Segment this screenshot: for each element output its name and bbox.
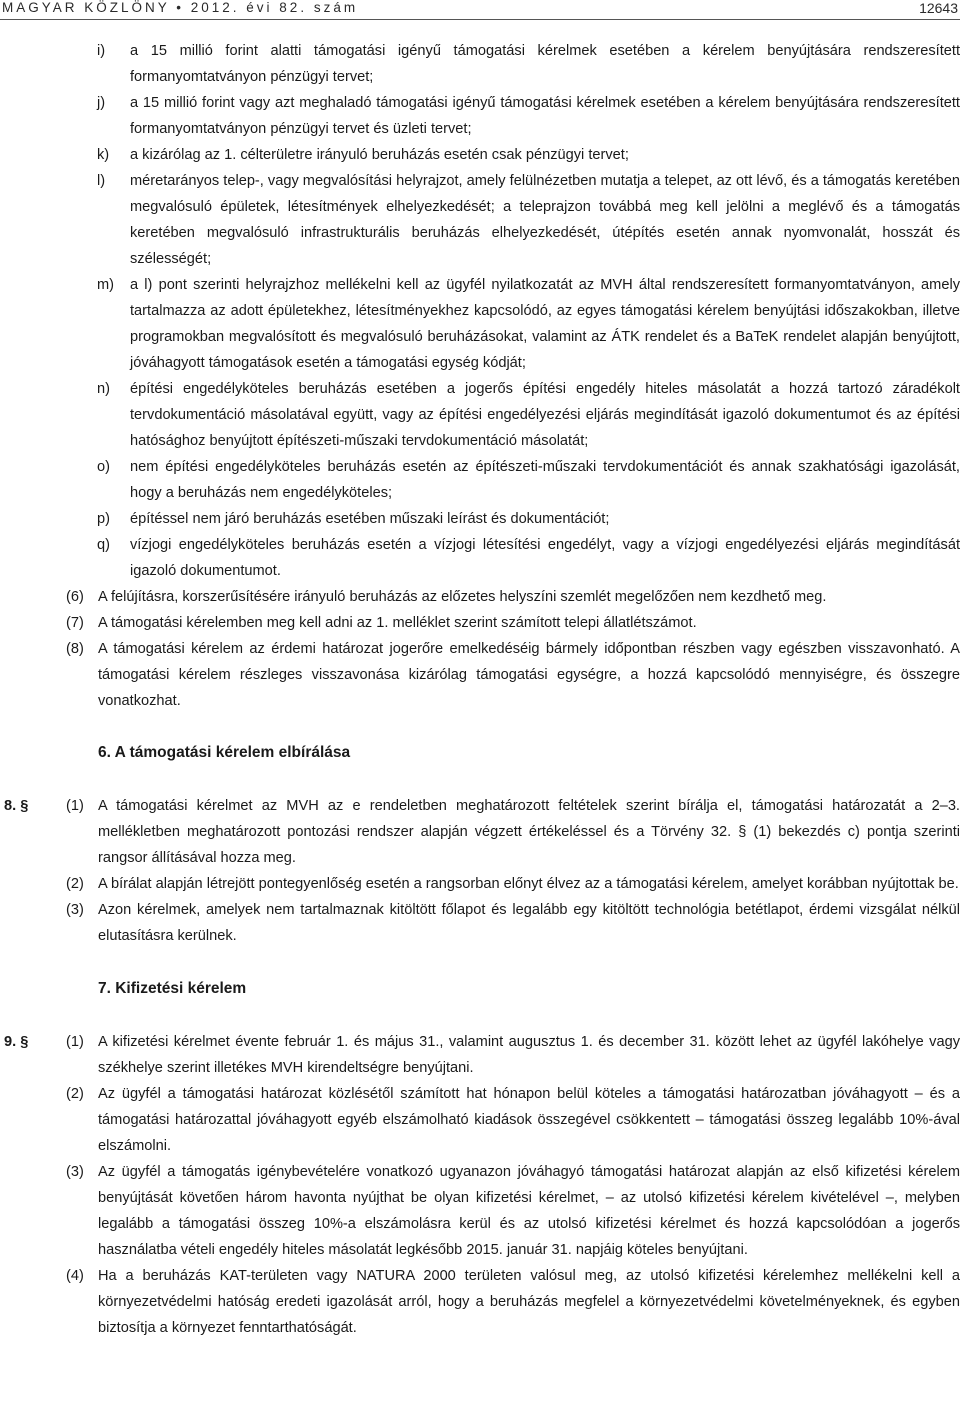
item-label: o) <box>97 459 110 475</box>
paragraph <box>0 1029 960 1081</box>
paragraph-text: Az ügyfél a támogatás igénybevételére vonatkozó ugyanazon jóváhagyó támogatási határozat alapján az első kifizetési kérelem benyújtását követően három havonta nyújthat be olyan kifizetési kérelmet, – az utolsó kifizetési kérelem kivételével –, melyben legalább a támogatási összeg 10%-a elszámolásra kerül és az utolsó kifizetési kérelmet és hozzá kapcsolódóan a jogerős használatba vételi engedély hiteles másolatát legkésőbb 2015. január 31. napjáig köteles benyújtani. <box>98 1164 960 1258</box>
paragraph <box>0 897 960 949</box>
paragraph-number: (2) <box>66 1086 84 1102</box>
page-header <box>0 0 960 22</box>
page-number: 12643 <box>919 0 958 16</box>
paragraph-text: A támogatási kérelem az érdemi határozat jogerőre emelkedéséig bármely időpontban részben vagy egészben visszavonható. A támogatási kérelem részleges visszavonása kizárólag támogatási egységre, a hozzá kapcsolódó mennyiségre, és összegre vonatkozhat. <box>98 641 960 709</box>
list-item <box>0 454 960 506</box>
item-label: j) <box>97 95 106 111</box>
list-item <box>0 376 960 454</box>
paragraph <box>0 871 960 897</box>
paragraph <box>0 610 960 636</box>
paragraph-text: Ha a beruházás KAT-területen vagy NATURA 2000 területen valósul meg, az utolsó kifizetési kérelemhez mellékelni kell a környezetvédelmi hatóság eredeti igazolását arról, hogy a beruházás megfelel a környezetvédelmi követelményeknek, és egyben biztosítja a környezet fenntarthatóságát. <box>98 1268 960 1336</box>
list-item <box>0 506 960 532</box>
item-text: méretarányos telep-, vagy megvalósítási helyrajzot, amely felülnézetben mutatja a telepet, az ott lévő, és a támogatás keretében megvalósuló épületek, létesítmények elhelyezkedését; a teleprajzon továbbá meg kell jelölni a meglévő és a támogatás keretében megvalósuló infrastrukturális beruházás elhelyezkedését, útépítés esetén annak nyomvonalát, hosszát és szélességét; <box>130 173 960 267</box>
section-heading: 6. A támogatási kérelem elbírálása <box>98 744 351 761</box>
item-text: nem építési engedélyköteles beruházás esetén az építészeti-műszaki tervdokumentációt és annak szakhatósági igazolását, hogy a beruházás nem engedélyköteles; <box>130 459 960 501</box>
paragraph-number: (4) <box>66 1268 84 1284</box>
section-label: 8. § <box>4 798 29 814</box>
document-body <box>0 38 960 1341</box>
item-label: l) <box>97 173 106 189</box>
paragraph-text: A kifizetési kérelmet évente február 1. és május 31., valamint augusztus 1. és december 31. között lehet az ügyfél lakóhelye vagy székhelye szerint illetékes MVH kirendeltségre benyújtani. <box>98 1034 960 1076</box>
paragraph-number: (1) <box>66 1034 84 1050</box>
paragraph <box>0 1159 960 1263</box>
paragraph-number: (7) <box>66 615 84 631</box>
list-item <box>0 38 960 90</box>
item-label: n) <box>97 381 110 397</box>
item-label: i) <box>97 43 106 59</box>
item-text: építéssel nem járó beruházás esetében műszaki leírást és dokumentációt; <box>130 511 610 527</box>
paragraph <box>0 584 960 610</box>
paragraph-text: A bírálat alapján létrejött pontegyenlőség esetén a rangsorban előnyt élvez az a támogatási kérelem, amelyet korábban nyújtottak be. <box>98 876 959 892</box>
journal-title: MAGYAR KÖZLÖNY • 2012. évi 82. szám <box>2 0 359 15</box>
list-item <box>0 142 960 168</box>
paragraph <box>0 793 960 871</box>
item-text: a 15 millió forint alatti támogatási igényű támogatási kérelmek esetében a kérelem benyújtására rendszeresített formanyomtatványon pénzügyi tervet; <box>130 43 960 85</box>
item-text: a kizárólag az 1. célterületre irányuló beruházás esetén csak pénzügyi tervet; <box>130 147 629 163</box>
item-label: q) <box>97 537 110 553</box>
paragraph-number: (1) <box>66 798 84 814</box>
item-text: építési engedélyköteles beruházás esetében a jogerős építési engedély hiteles másolatát a hozzá tartozó záradékolt tervdokumentáció másolatával együtt, vagy az építési engedélyezési eljárás megindítását igazoló dokumentumot és az építési hatósághoz benyújtott építészeti-műszaki tervdokumentáció másolatát; <box>130 381 960 449</box>
paragraph <box>0 636 960 714</box>
section-heading: 7. Kifizetési kérelem <box>98 980 247 997</box>
item-label: m) <box>97 277 115 293</box>
section-8 <box>0 793 960 949</box>
paragraph-number: (3) <box>66 1164 84 1180</box>
header-divider <box>0 19 960 20</box>
list-item <box>0 90 960 142</box>
list-item <box>0 272 960 376</box>
list-item <box>0 168 960 272</box>
item-text: vízjogi engedélyköteles beruházás esetén a vízjogi létesítési engedélyt, vagy a vízjogi engedélyezési eljárás megindítását igazoló dokumentumot. <box>130 537 960 579</box>
paragraph-number: (2) <box>66 876 84 892</box>
item-text: a l) pont szerinti helyrajzhoz mellékelni kell az ügyfél nyilatkozatát az MVH által rendszeresített formanyomtatványon, amely tartalmazza az adott épületekhez, létesítményekhez kapcsolódó, az egyes támogatási kérelem benyújtási időszakokban, illetve programokban megvalósított és megvalósuló beruházásokat, valamint az ÁTK rendelet és a BaTeK rendelet alapján benyújtott, jóváhagyott támogatások esetén a támogatási egység kódját; <box>130 277 960 371</box>
section-9 <box>0 1029 960 1341</box>
paragraph-text: A támogatási kérelemben meg kell adni az 1. melléklet szerint számított telepi állatlétszámot. <box>98 615 697 631</box>
paragraph-text: A felújításra, korszerűsítésére irányuló beruházás az előzetes helyszíni szemlét megelőzően nem kezdhető meg. <box>98 589 827 605</box>
paragraph-number: (8) <box>66 641 84 657</box>
item-label: k) <box>97 147 110 163</box>
section-label: 9. § <box>4 1034 29 1050</box>
paragraph-number: (6) <box>66 589 84 605</box>
paragraph-number: (3) <box>66 902 84 918</box>
item-text: a 15 millió forint vagy azt meghaladó támogatási igényű támogatási kérelmek esetében a kérelem benyújtására rendszeresített formanyomtatványon pénzügyi tervet és üzleti tervet; <box>130 95 960 137</box>
paragraph-text: Az ügyfél a támogatási határozat közlésétől számított hat hónapon belül köteles a támogatási határozatban jóváhagyott – és a támogatási határozattal jóváhagyott egyéb elszámolható kiadások összegével csökkentett – támogatási összeg legalább 10%-ával elszámolni. <box>98 1086 960 1154</box>
list-item <box>0 532 960 584</box>
paragraph <box>0 1263 960 1341</box>
paragraph <box>0 1081 960 1159</box>
item-label: p) <box>97 511 110 527</box>
paragraph-text: Azon kérelmek, amelyek nem tartalmaznak kitöltött főlapot és legalább egy kitöltött technológia betétlapot, érdemi vizsgálat nélkül elutasításra kerülnek. <box>98 902 960 944</box>
paragraph-text: A támogatási kérelmet az MVH az e rendeletben meghatározott feltételek szerint bírálja el, támogatási határozatát a 2–3. mellékletben meghatározott pontozási rendszer alapján végzett értékeléssel és a Törvény 32. § (1) bekezdés c) pontja szerinti rangsor állításával hozza meg. <box>98 798 960 866</box>
